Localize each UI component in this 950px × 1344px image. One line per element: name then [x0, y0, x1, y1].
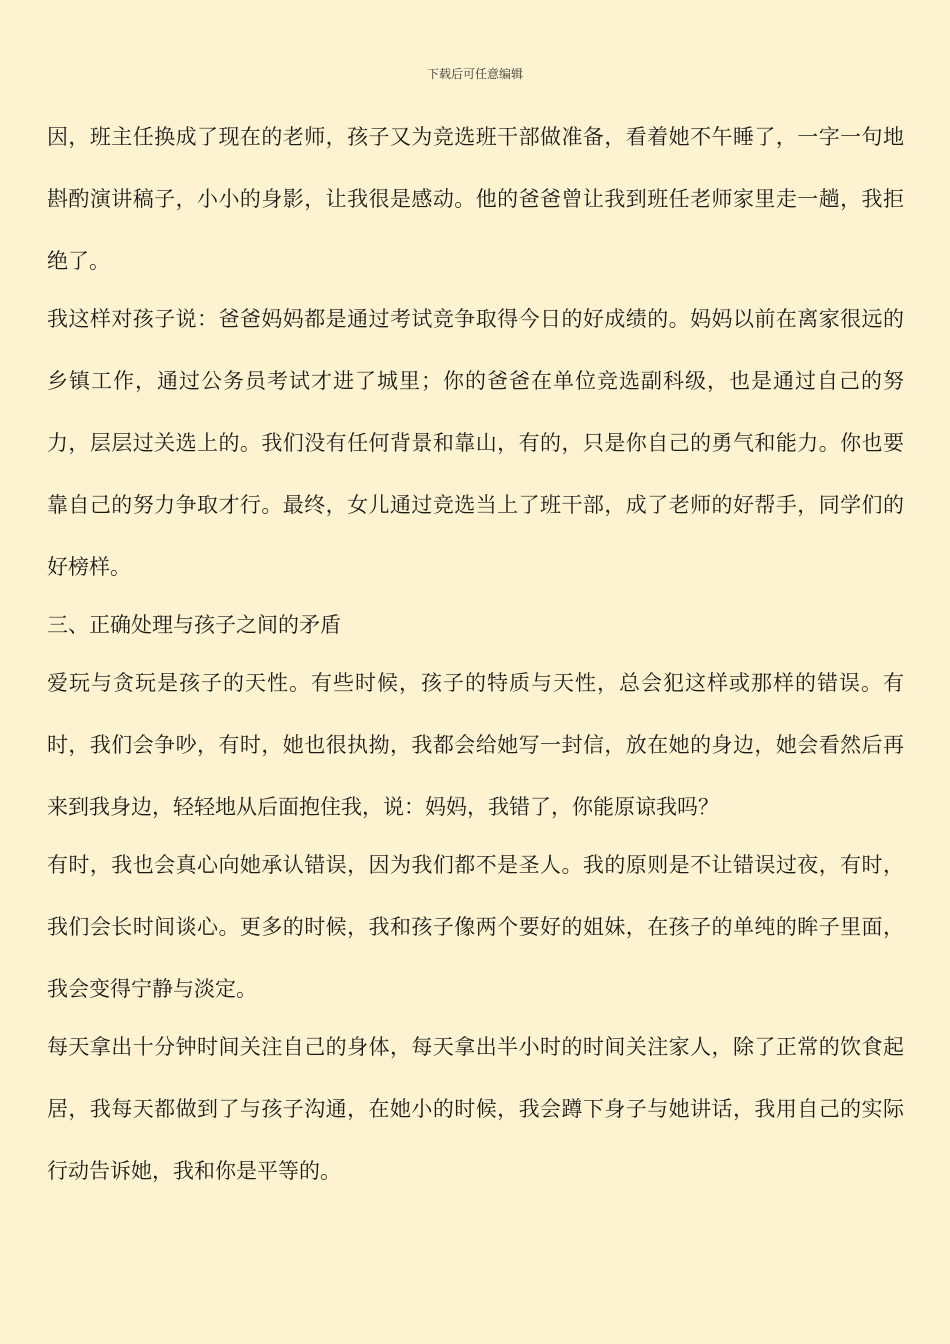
page-header: 下载后可任意编辑 — [426, 67, 523, 81]
document-body — [47, 106, 904, 1202]
paragraph-3: 爱玩与贪玩是孩子的天性。有些时候，孩子的特质与天性，总会犯这样或那样的错误。有时，我们会争吵，有时，她也很执拗，我都会给她写一封信，放在她的身边，她会看然后再来到我身边，轻轻地从后面抱住我，说：妈妈，我错了，你能原谅我吗？ — [47, 671, 904, 819]
section-heading: 三、正确处理与孩子之间的矛盾 — [47, 613, 341, 637]
paragraph-5: 每天拿出十分钟时间关注自己的身体，每天拿出半小时的时间关注家人，除了正常的饮食起居，我每天都做到了与孩子沟通，在她小的时候，我会蹲下身子与她讲话，我用自己的实际行动告诉她，我和你是平等的。 — [47, 1035, 904, 1183]
paragraph-1: 因，班主任换成了现在的老师，孩子又为竞选班干部做准备，看着她不午睡了，一字一句地斟酌演讲稿子，小小的身影，让我很是感动。他的爸爸曾让我到班任老师家里走一趟，我拒绝了。 — [47, 125, 904, 273]
paragraph-4: 有时，我也会真心向她承认错误，因为我们都不是圣人。我的原则是不让错误过夜，有时，我们会长时间谈心。更多的时候，我和孩子像两个要好的姐妹，在孩子的单纯的眸子里面，我会变得宁静与淡定。 — [47, 853, 904, 1001]
paragraph-2: 我这样对孩子说：爸爸妈妈都是通过考试竞争取得今日的好成绩的。妈妈以前在离家很远的乡镇工作，通过公务员考试才进了城里；你的爸爸在单位竞选副科级，也是通过自己的努力，层层过关选上的。我们没有任何背景和靠山，有的，只是你自己的勇气和能力。你也要靠自己的努力争取才行。最终，女儿通过竞选当上了班干部，成了老师的好帮手，同学们的好榜样。 — [47, 307, 904, 579]
